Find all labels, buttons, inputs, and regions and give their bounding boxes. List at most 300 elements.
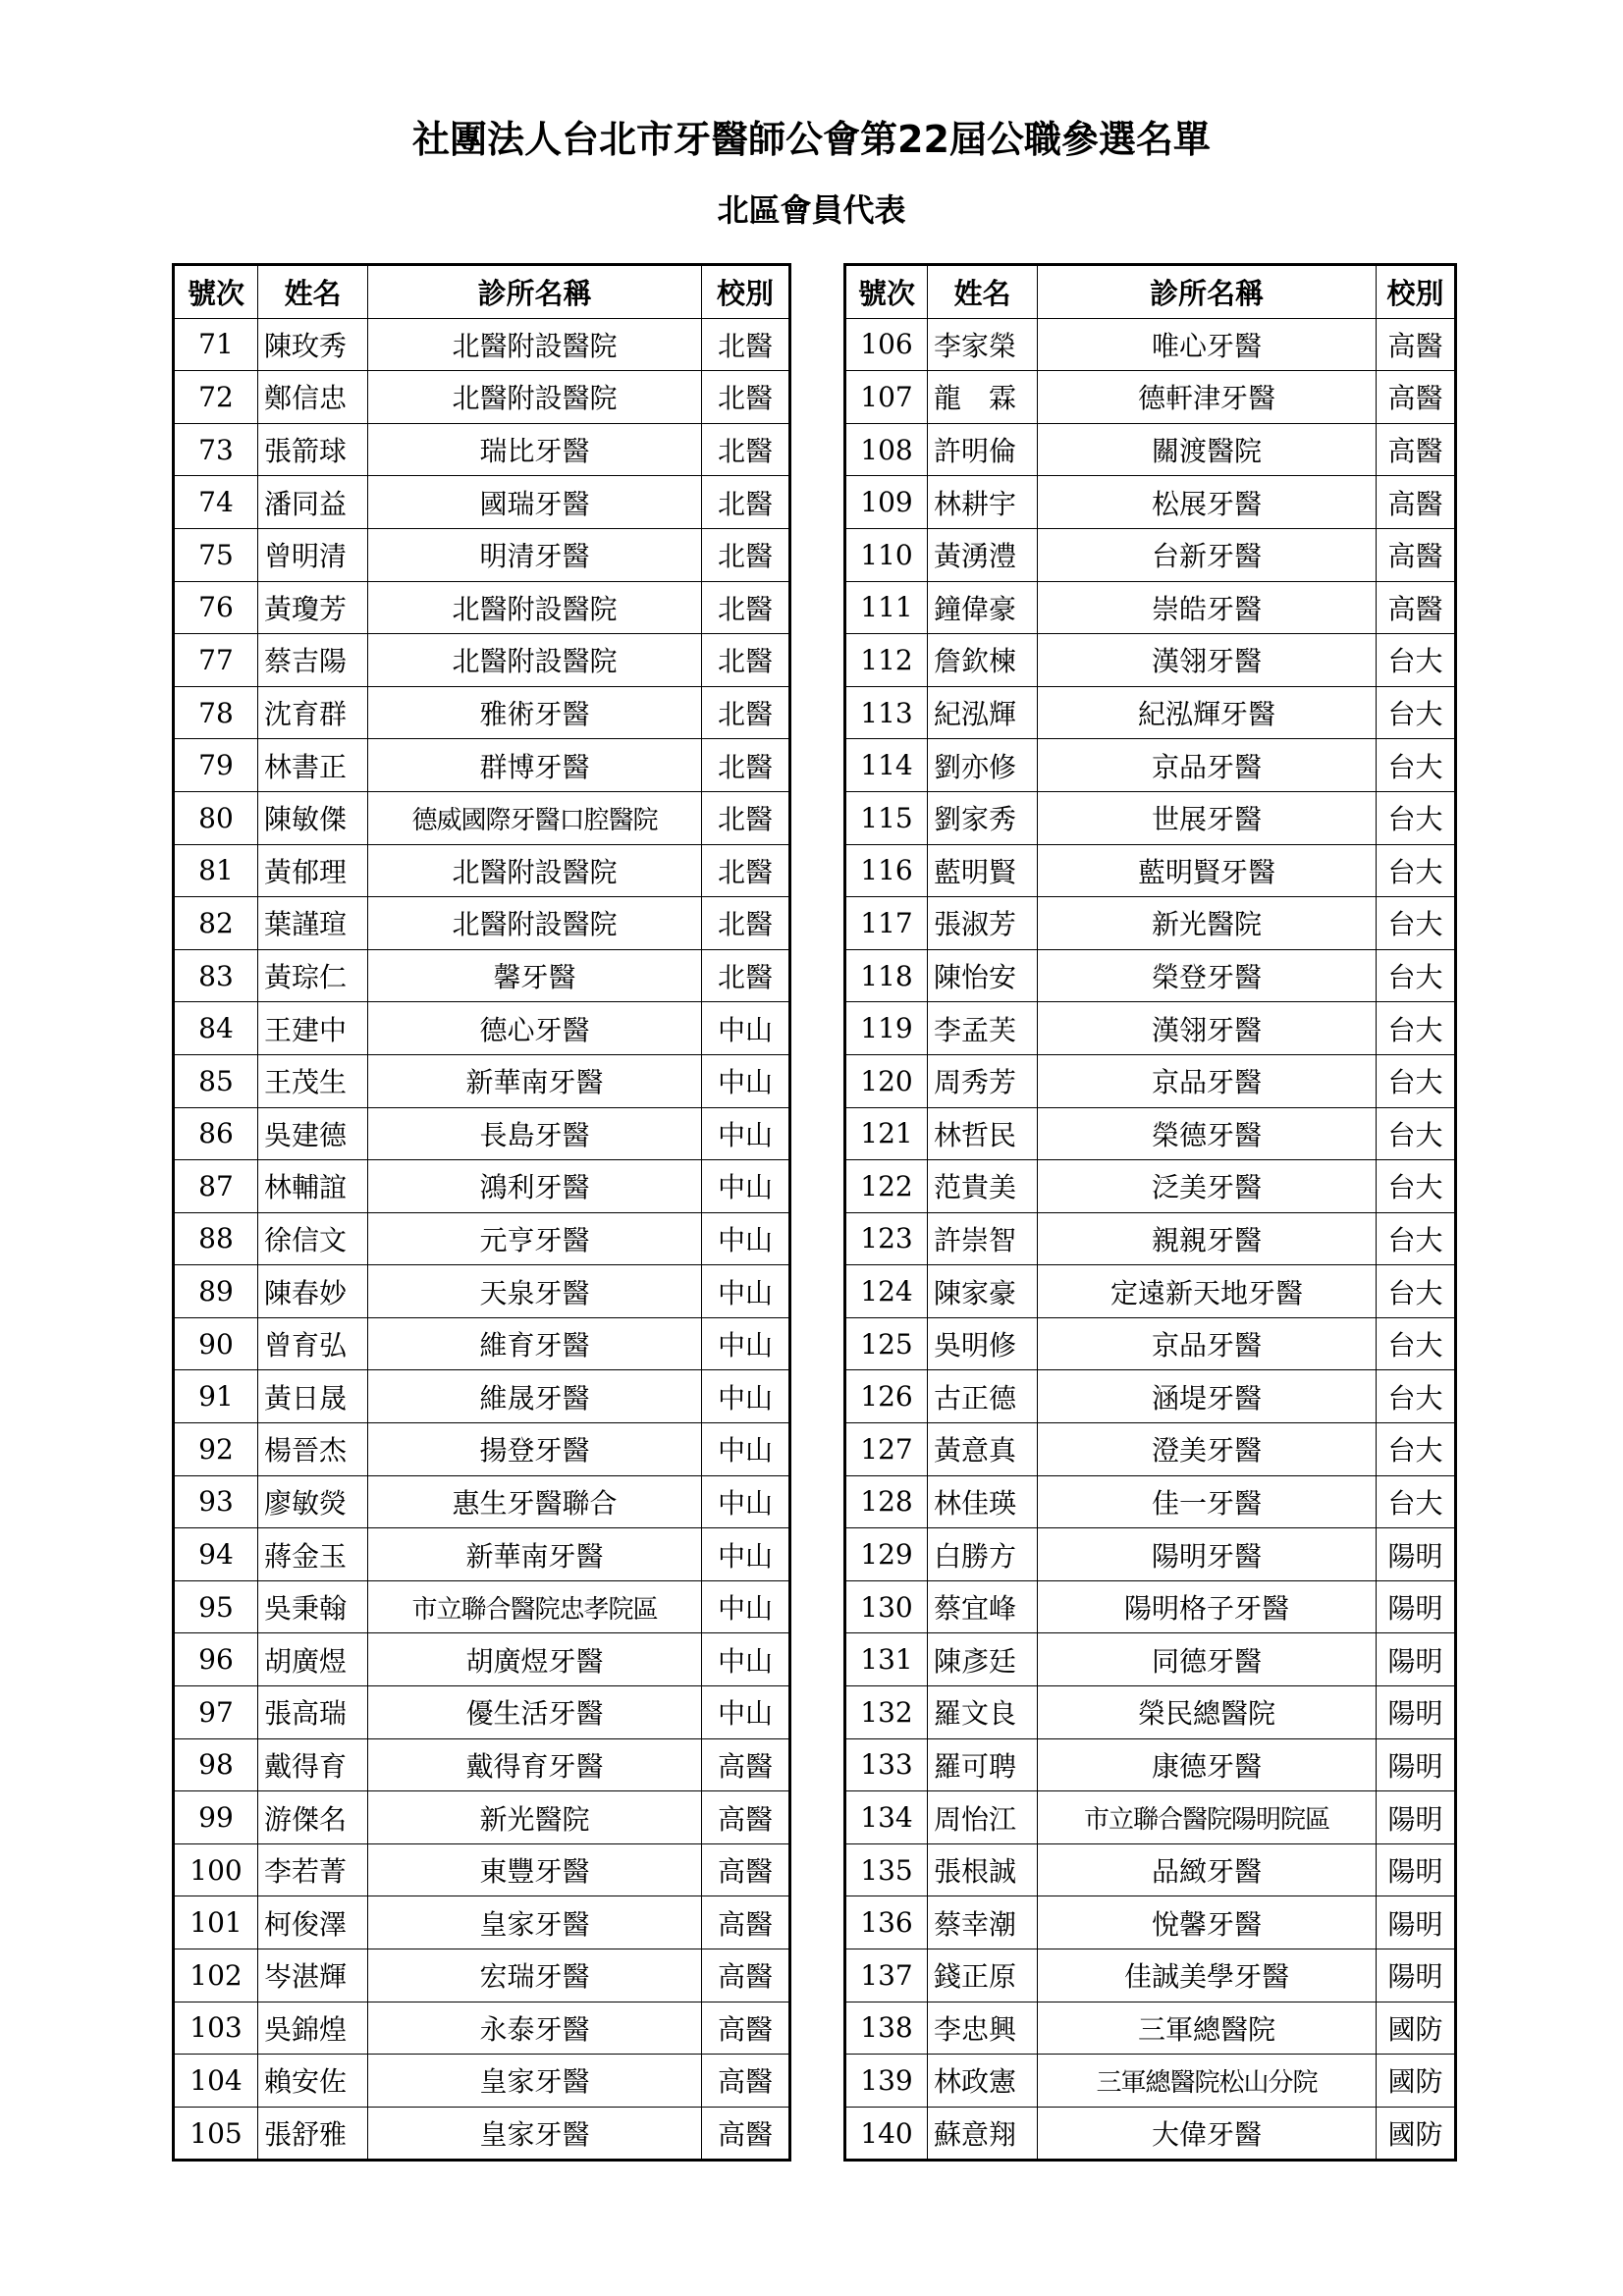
cell-clinic: 北醫附設醫院 [368, 897, 702, 950]
cell-clinic: 明清牙醫 [368, 528, 702, 581]
cell-name: 徐信文 [258, 1212, 368, 1265]
cell-school: 中山 [702, 1265, 790, 1318]
cell-school: 中山 [702, 1528, 790, 1581]
cell-clinic: 維晟牙醫 [368, 1370, 702, 1423]
table-row [845, 2002, 1456, 2055]
cell-school: 台大 [1377, 1160, 1456, 1213]
cell-name: 陳春妙 [258, 1265, 368, 1318]
cell-clinic: 德威國際牙醫口腔醫院 [368, 791, 702, 844]
header-school: 校別 [1377, 265, 1456, 319]
cell-name: 張根誠 [928, 1843, 1038, 1896]
cell-school: 台大 [1377, 844, 1456, 897]
cell-number: 127 [845, 1423, 928, 1476]
cell-number: 112 [845, 634, 928, 687]
cell-school: 陽明 [1377, 1949, 1456, 2002]
table-row [845, 1212, 1456, 1265]
cell-clinic: 北醫附設醫院 [368, 318, 702, 371]
cell-name: 鄭信忠 [258, 371, 368, 424]
cell-school: 高醫 [1377, 371, 1456, 424]
cell-number: 100 [174, 1843, 258, 1896]
cell-school: 高醫 [1377, 528, 1456, 581]
cell-number: 102 [174, 1949, 258, 2002]
cell-name: 林政憲 [928, 2055, 1038, 2108]
roster-body-right [845, 318, 1456, 2161]
table-row [174, 1423, 790, 1476]
cell-number: 88 [174, 1212, 258, 1265]
cell-school: 北醫 [702, 371, 790, 424]
cell-name: 王茂生 [258, 1054, 368, 1107]
cell-name: 周怡江 [928, 1791, 1038, 1844]
cell-name: 曾育弘 [258, 1317, 368, 1370]
cell-number: 134 [845, 1791, 928, 1844]
cell-number: 113 [845, 686, 928, 739]
cell-name: 紀泓輝 [928, 686, 1038, 739]
cell-clinic: 同德牙醫 [1038, 1633, 1377, 1686]
cell-name: 黃意真 [928, 1423, 1038, 1476]
cell-clinic: 定遠新天地牙醫 [1038, 1265, 1377, 1318]
table-row [174, 1054, 790, 1107]
table-row [845, 2055, 1456, 2108]
cell-school: 中山 [702, 1686, 790, 1739]
cell-number: 85 [174, 1054, 258, 1107]
cell-name: 劉家秀 [928, 791, 1038, 844]
cell-school: 中山 [702, 1212, 790, 1265]
cell-number: 81 [174, 844, 258, 897]
cell-number: 128 [845, 1475, 928, 1528]
table-row [845, 739, 1456, 792]
cell-name: 林耕宇 [928, 476, 1038, 529]
table-row [174, 2055, 790, 2108]
roster-body-left [174, 318, 790, 2161]
cell-name: 李家榮 [928, 318, 1038, 371]
cell-school: 北醫 [702, 581, 790, 634]
table-row [845, 949, 1456, 1002]
header-clinic: 診所名稱 [1038, 265, 1377, 319]
cell-clinic: 榮民總醫院 [1038, 1686, 1377, 1739]
table-row [845, 1370, 1456, 1423]
cell-clinic: 戴得育牙醫 [368, 1738, 702, 1791]
table-row [174, 1107, 790, 1160]
table-row [174, 1791, 790, 1844]
cell-number: 116 [845, 844, 928, 897]
cell-number: 72 [174, 371, 258, 424]
cell-clinic: 北醫附設醫院 [368, 844, 702, 897]
cell-school: 中山 [702, 1580, 790, 1633]
cell-number: 139 [845, 2055, 928, 2108]
table-row [174, 1528, 790, 1581]
cell-clinic: 新光醫院 [368, 1791, 702, 1844]
cell-number: 138 [845, 2002, 928, 2055]
cell-school: 陽明 [1377, 1686, 1456, 1739]
table-row [845, 1633, 1456, 1686]
cell-school: 北醫 [702, 318, 790, 371]
table-row [845, 1054, 1456, 1107]
table-row [845, 1580, 1456, 1633]
table-row [845, 1738, 1456, 1791]
table-row [174, 476, 790, 529]
cell-school: 台大 [1377, 1002, 1456, 1055]
cell-number: 105 [174, 2107, 258, 2161]
cell-name: 吳建德 [258, 1107, 368, 1160]
cell-number: 104 [174, 2055, 258, 2108]
cell-school: 台大 [1377, 1475, 1456, 1528]
table-row [174, 318, 790, 371]
cell-name: 蔡宜峰 [928, 1580, 1038, 1633]
cell-number: 87 [174, 1160, 258, 1213]
cell-school: 北醫 [702, 739, 790, 792]
cell-name: 周秀芳 [928, 1054, 1038, 1107]
cell-name: 林佳瑛 [928, 1475, 1038, 1528]
cell-number: 79 [174, 739, 258, 792]
cell-clinic: 康德牙醫 [1038, 1738, 1377, 1791]
cell-number: 131 [845, 1633, 928, 1686]
cell-clinic: 北醫附設醫院 [368, 634, 702, 687]
table-row [174, 1265, 790, 1318]
cell-school: 高醫 [1377, 476, 1456, 529]
cell-name: 李若菁 [258, 1843, 368, 1896]
cell-school: 陽明 [1377, 1580, 1456, 1633]
cell-number: 126 [845, 1370, 928, 1423]
cell-name: 潘同益 [258, 476, 368, 529]
cell-clinic: 藍明賢牙醫 [1038, 844, 1377, 897]
cell-clinic: 胡廣煜牙醫 [368, 1633, 702, 1686]
table-row [174, 1002, 790, 1055]
cell-school: 國防 [1377, 2055, 1456, 2108]
cell-school: 陽明 [1377, 1633, 1456, 1686]
cell-name: 許崇智 [928, 1212, 1038, 1265]
cell-number: 71 [174, 318, 258, 371]
cell-number: 78 [174, 686, 258, 739]
cell-number: 86 [174, 1107, 258, 1160]
cell-name: 賴安佐 [258, 2055, 368, 2108]
cell-name: 陳玫秀 [258, 318, 368, 371]
cell-number: 109 [845, 476, 928, 529]
cell-number: 90 [174, 1317, 258, 1370]
cell-number: 120 [845, 1054, 928, 1107]
cell-clinic: 涵堤牙醫 [1038, 1370, 1377, 1423]
table-row [174, 2107, 790, 2161]
cell-name: 張箭球 [258, 423, 368, 476]
cell-clinic: 泛美牙醫 [1038, 1160, 1377, 1213]
cell-clinic: 馨牙醫 [368, 949, 702, 1002]
cell-name: 張淑芳 [928, 897, 1038, 950]
cell-name: 林輔誼 [258, 1160, 368, 1213]
cell-clinic: 群博牙醫 [368, 739, 702, 792]
table-row [174, 1317, 790, 1370]
cell-name: 張高瑞 [258, 1686, 368, 1739]
cell-school: 台大 [1377, 1370, 1456, 1423]
cell-number: 80 [174, 791, 258, 844]
cell-clinic: 國瑞牙醫 [368, 476, 702, 529]
cell-clinic: 佳一牙醫 [1038, 1475, 1377, 1528]
cell-number: 117 [845, 897, 928, 950]
table-row [174, 1160, 790, 1213]
cell-number: 98 [174, 1738, 258, 1791]
header-number: 號次 [174, 265, 258, 319]
cell-number: 124 [845, 1265, 928, 1318]
cell-name: 范貴美 [928, 1160, 1038, 1213]
cell-number: 122 [845, 1160, 928, 1213]
cell-clinic: 品緻牙醫 [1038, 1843, 1377, 1896]
cell-number: 123 [845, 1212, 928, 1265]
cell-school: 中山 [702, 1002, 790, 1055]
table-row [174, 634, 790, 687]
cell-name: 黃琮仁 [258, 949, 368, 1002]
cell-number: 136 [845, 1896, 928, 1949]
cell-school: 北醫 [702, 949, 790, 1002]
cell-name: 林哲民 [928, 1107, 1038, 1160]
cell-clinic: 惠生牙醫聯合 [368, 1475, 702, 1528]
table-row [174, 1475, 790, 1528]
cell-school: 台大 [1377, 1317, 1456, 1370]
table-row [845, 686, 1456, 739]
cell-number: 75 [174, 528, 258, 581]
table-row [845, 528, 1456, 581]
cell-number: 140 [845, 2107, 928, 2161]
cell-name: 蔡幸潮 [928, 1896, 1038, 1949]
table-row [174, 1370, 790, 1423]
header-name: 姓名 [928, 265, 1038, 319]
cell-name: 劉亦修 [928, 739, 1038, 792]
cell-clinic: 維育牙醫 [368, 1317, 702, 1370]
cell-school: 高醫 [702, 2055, 790, 2108]
cell-name: 蔡吉陽 [258, 634, 368, 687]
cell-clinic: 悅馨牙醫 [1038, 1896, 1377, 1949]
cell-name: 沈育群 [258, 686, 368, 739]
document-subtitle: 北區會員代表 [717, 191, 906, 229]
table-row [174, 1580, 790, 1633]
cell-name: 吳秉翰 [258, 1580, 368, 1633]
cell-school: 台大 [1377, 739, 1456, 792]
cell-clinic: 皇家牙醫 [368, 1896, 702, 1949]
cell-name: 錢正原 [928, 1949, 1038, 2002]
cell-number: 91 [174, 1370, 258, 1423]
table-row [845, 1160, 1456, 1213]
cell-name: 黃郁理 [258, 844, 368, 897]
cell-name: 詹欽楝 [928, 634, 1038, 687]
cell-school: 北醫 [702, 791, 790, 844]
cell-number: 119 [845, 1002, 928, 1055]
table-row [845, 1107, 1456, 1160]
table-row [174, 1738, 790, 1791]
table-row [845, 1843, 1456, 1896]
table-row [174, 1949, 790, 2002]
cell-name: 白勝方 [928, 1528, 1038, 1581]
table-row [174, 897, 790, 950]
cell-number: 106 [845, 318, 928, 371]
table-row [845, 1791, 1456, 1844]
cell-name: 陳怡安 [928, 949, 1038, 1002]
cell-clinic: 天泉牙醫 [368, 1265, 702, 1318]
table-row [845, 371, 1456, 424]
cell-number: 89 [174, 1265, 258, 1318]
cell-clinic: 北醫附設醫院 [368, 371, 702, 424]
cell-clinic: 京品牙醫 [1038, 1054, 1377, 1107]
header-clinic: 診所名稱 [368, 265, 702, 319]
table-row [845, 423, 1456, 476]
cell-number: 74 [174, 476, 258, 529]
cell-school: 中山 [702, 1633, 790, 1686]
cell-clinic: 京品牙醫 [1038, 1317, 1377, 1370]
cell-school: 國防 [1377, 2002, 1456, 2055]
cell-school: 陽明 [1377, 1791, 1456, 1844]
cell-clinic: 佳誠美學牙醫 [1038, 1949, 1377, 2002]
cell-name: 張舒雅 [258, 2107, 368, 2161]
cell-number: 99 [174, 1791, 258, 1844]
cell-name: 黃日晟 [258, 1370, 368, 1423]
table-row [174, 1843, 790, 1896]
cell-clinic: 新華南牙醫 [368, 1528, 702, 1581]
table-row [174, 791, 790, 844]
cell-clinic: 德心牙醫 [368, 1002, 702, 1055]
cell-name: 楊晉杰 [258, 1423, 368, 1476]
cell-school: 高醫 [702, 2002, 790, 2055]
cell-school: 中山 [702, 1054, 790, 1107]
table-row [845, 1002, 1456, 1055]
cell-clinic: 皇家牙醫 [368, 2107, 702, 2161]
cell-school: 中山 [702, 1107, 790, 1160]
header-number: 號次 [845, 265, 928, 319]
table-row [845, 844, 1456, 897]
cell-number: 82 [174, 897, 258, 950]
cell-name: 黃瓊芳 [258, 581, 368, 634]
cell-number: 84 [174, 1002, 258, 1055]
cell-school: 台大 [1377, 1265, 1456, 1318]
cell-number: 133 [845, 1738, 928, 1791]
cell-clinic: 陽明格子牙醫 [1038, 1580, 1377, 1633]
cell-school: 中山 [702, 1475, 790, 1528]
cell-name: 葉謹瑄 [258, 897, 368, 950]
cell-clinic: 紀泓輝牙醫 [1038, 686, 1377, 739]
cell-school: 台大 [1377, 1212, 1456, 1265]
cell-clinic: 京品牙醫 [1038, 739, 1377, 792]
cell-school: 台大 [1377, 1107, 1456, 1160]
cell-clinic: 三軍總醫院松山分院 [1038, 2055, 1377, 2108]
cell-school: 台大 [1377, 791, 1456, 844]
cell-clinic: 漢翎牙醫 [1038, 1002, 1377, 1055]
cell-school: 高醫 [702, 1949, 790, 2002]
cell-school: 陽明 [1377, 1738, 1456, 1791]
table-row [845, 1423, 1456, 1476]
cell-clinic: 北醫附設醫院 [368, 581, 702, 634]
table-row [174, 949, 790, 1002]
table-row [845, 581, 1456, 634]
cell-name: 李孟芙 [928, 1002, 1038, 1055]
cell-clinic: 新光醫院 [1038, 897, 1377, 950]
cell-number: 92 [174, 1423, 258, 1476]
cell-name: 柯俊澤 [258, 1896, 368, 1949]
cell-number: 137 [845, 1949, 928, 2002]
cell-number: 94 [174, 1528, 258, 1581]
cell-clinic: 崇皓牙醫 [1038, 581, 1377, 634]
cell-clinic: 關渡醫院 [1038, 423, 1377, 476]
cell-clinic: 唯心牙醫 [1038, 318, 1377, 371]
cell-clinic: 長島牙醫 [368, 1107, 702, 1160]
cell-clinic: 優生活牙醫 [368, 1686, 702, 1739]
table-header-row [845, 265, 1456, 319]
cell-number: 73 [174, 423, 258, 476]
cell-number: 96 [174, 1633, 258, 1686]
roster-table-right [843, 263, 1457, 2162]
cell-clinic: 鴻利牙醫 [368, 1160, 702, 1213]
cell-school: 中山 [702, 1423, 790, 1476]
table-row [845, 318, 1456, 371]
cell-name: 陳家豪 [928, 1265, 1038, 1318]
table-row [845, 1686, 1456, 1739]
cell-name: 吳錦煌 [258, 2002, 368, 2055]
cell-school: 高醫 [1377, 318, 1456, 371]
cell-name: 吳明修 [928, 1317, 1038, 1370]
cell-school: 中山 [702, 1370, 790, 1423]
cell-clinic: 市立聯合醫院陽明院區 [1038, 1791, 1377, 1844]
table-row [174, 686, 790, 739]
cell-school: 高醫 [702, 1738, 790, 1791]
table-row [174, 739, 790, 792]
cell-school: 陽明 [1377, 1528, 1456, 1581]
cell-clinic: 皇家牙醫 [368, 2055, 702, 2108]
cell-school: 北醫 [702, 528, 790, 581]
cell-clinic: 大偉牙醫 [1038, 2107, 1377, 2161]
cell-school: 北醫 [702, 423, 790, 476]
table-row [174, 1633, 790, 1686]
cell-number: 118 [845, 949, 928, 1002]
cell-school: 台大 [1377, 897, 1456, 950]
table-row [845, 791, 1456, 844]
cell-name: 羅文良 [928, 1686, 1038, 1739]
cell-clinic: 瑞比牙醫 [368, 423, 702, 476]
cell-number: 129 [845, 1528, 928, 1581]
cell-school: 國防 [1377, 2107, 1456, 2161]
cell-name: 陳彥廷 [928, 1633, 1038, 1686]
table-row [174, 581, 790, 634]
cell-clinic: 德軒津牙醫 [1038, 371, 1377, 424]
cell-number: 101 [174, 1896, 258, 1949]
table-row [174, 1212, 790, 1265]
cell-clinic: 新華南牙醫 [368, 1054, 702, 1107]
table-row [845, 1265, 1456, 1318]
table-row [845, 1896, 1456, 1949]
table-header-row [174, 265, 790, 319]
cell-clinic: 世展牙醫 [1038, 791, 1377, 844]
table-row [174, 423, 790, 476]
cell-number: 121 [845, 1107, 928, 1160]
cell-clinic: 澄美牙醫 [1038, 1423, 1377, 1476]
header-name: 姓名 [258, 265, 368, 319]
table-row [845, 897, 1456, 950]
cell-clinic: 榮登牙醫 [1038, 949, 1377, 1002]
cell-number: 103 [174, 2002, 258, 2055]
cell-school: 陽明 [1377, 1896, 1456, 1949]
table-row [845, 1528, 1456, 1581]
cell-school: 高醫 [1377, 581, 1456, 634]
cell-school: 北醫 [702, 634, 790, 687]
cell-name: 戴得育 [258, 1738, 368, 1791]
cell-number: 76 [174, 581, 258, 634]
cell-school: 台大 [1377, 949, 1456, 1002]
table-row [845, 1317, 1456, 1370]
cell-school: 高醫 [702, 1791, 790, 1844]
cell-name: 王建中 [258, 1002, 368, 1055]
cell-name: 林書正 [258, 739, 368, 792]
cell-school: 高醫 [702, 1843, 790, 1896]
cell-clinic: 台新牙醫 [1038, 528, 1377, 581]
cell-name: 龍 霖 [928, 371, 1038, 424]
cell-number: 93 [174, 1475, 258, 1528]
document-title: 社團法人台北市牙醫師公會第22屆公職參選名單 [412, 118, 1211, 161]
cell-clinic: 市立聯合醫院忠孝院區 [368, 1580, 702, 1633]
cell-clinic: 東豐牙醫 [368, 1843, 702, 1896]
cell-clinic: 松展牙醫 [1038, 476, 1377, 529]
